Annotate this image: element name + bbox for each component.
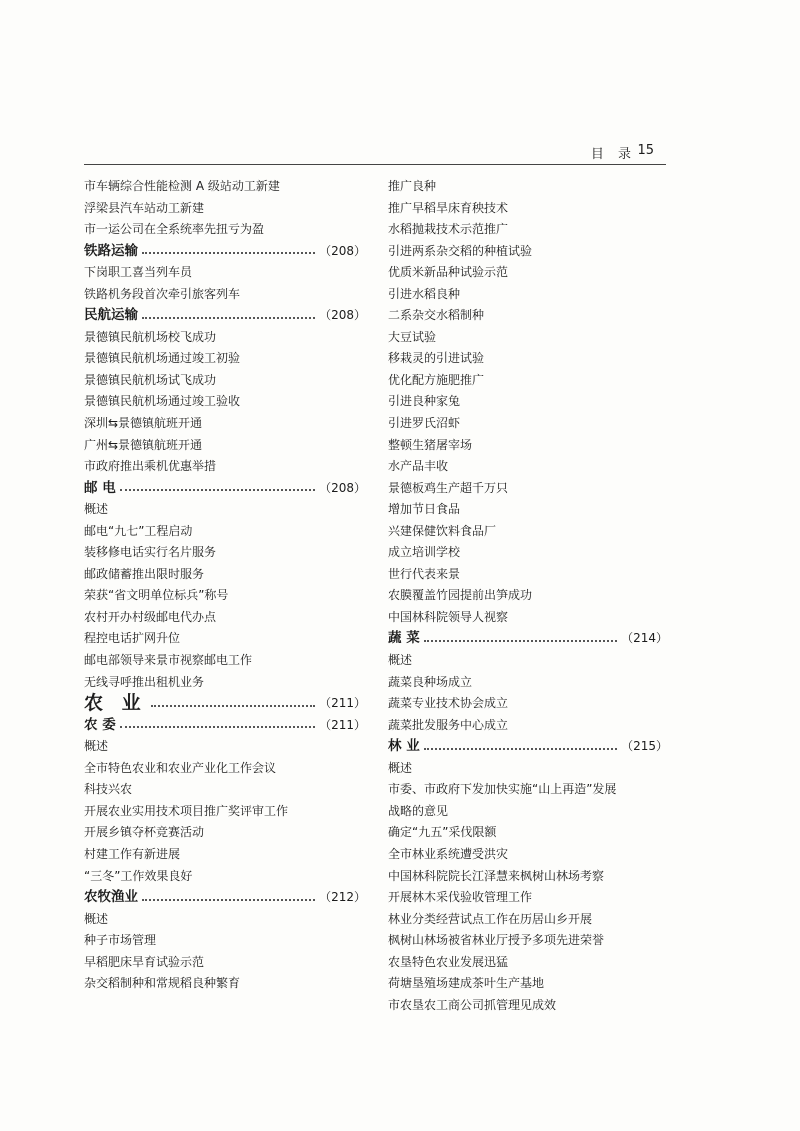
toc-entry: 概述 (388, 760, 413, 775)
toc-entry: 二系杂交水稻制种 (388, 308, 485, 323)
toc-entry: 成立培训学校 (388, 545, 461, 560)
toc-entry: 推广良种 (388, 179, 437, 193)
toc-entry: 引进良种家兔 (388, 394, 461, 409)
toc-entry: 农膜覆盖竹园提前出笋成功 (388, 588, 533, 603)
section-page-number: （212） (319, 890, 366, 905)
toc-entry: 全市特色农业和农业产业化工作会议 (84, 760, 277, 775)
toc-entry: 开展农业实用技术项目推广奖评审工作 (84, 803, 289, 818)
toc-entry: 水稻抛栽技术示范推广 (388, 222, 509, 237)
toc-entry: 中国林科院院长江泽慧来枫树山林场考察 (388, 868, 605, 883)
dot-leader (142, 252, 315, 254)
section-title: 邮 电 (84, 479, 116, 496)
toc-entry: “三冬”工作效果良好 (84, 868, 193, 883)
section-title: 蔬 菜 (388, 630, 420, 647)
header-title: 目 录 (590, 147, 636, 162)
toc-entry: 推广早稻旱床育秧技术 (388, 200, 509, 215)
toc-section-heading (84, 887, 366, 909)
toc-entry: 装移修电话实行名片服务 (84, 545, 217, 560)
toc-entry: 水产品丰收 (388, 459, 449, 474)
toc-section-heading (388, 736, 668, 758)
toc-entry: 市车辆综合性能检测 A 级站动工新建 (84, 179, 280, 193)
section-title: 林 业 (388, 738, 420, 755)
section-title: 农 委 (84, 716, 116, 733)
toc-entry: 战略的意见 (388, 803, 449, 818)
toc-entry: 景德镇民航机场试飞成功 (84, 372, 217, 387)
toc-entry: 引进水稻良种 (388, 286, 461, 301)
toc-entry: 增加节日食品 (388, 502, 461, 517)
toc-entry: 概述 (84, 911, 109, 926)
toc-entry: 市委、市政府下发加快实施“山上再造”发展 (388, 782, 617, 797)
toc-entry: 市一运公司在全系统率先扭亏为盈 (84, 222, 265, 237)
toc-entry: 引进两系杂交稻的种植试验 (388, 243, 533, 258)
toc-entry: 蔬菜批发服务中心成立 (388, 717, 509, 732)
toc-entry: 邮电部领导来景市视察邮电工作 (84, 653, 253, 668)
section-page-number: （208） (319, 243, 366, 258)
toc-entry: 早稻肥床旱育试验示范 (84, 954, 205, 969)
section-page-number: （211） (319, 696, 366, 711)
section-title: 农 业 (84, 692, 147, 715)
toc-entry: 邮政储蓄推出限时服务 (84, 566, 205, 581)
toc-entry: 农村开办村级邮电代办点 (84, 609, 217, 624)
toc-entry: 科技兴农 (84, 782, 133, 797)
toc-section-heading (84, 241, 366, 263)
section-title: 农牧渔业 (84, 889, 138, 906)
toc-entry: 概述 (84, 739, 109, 754)
toc-entry: 无线寻呼推出租机业务 (84, 674, 205, 689)
toc-column-right (388, 176, 668, 1016)
toc-entry: 广州⇆景德镇航班开通 (84, 437, 203, 452)
section-title: 民航运输 (84, 307, 138, 324)
toc-entry: 种子市场管理 (84, 933, 157, 948)
section-page-number: （215） (621, 739, 668, 754)
toc-entry: 大豆试验 (388, 329, 437, 344)
toc-entry: 蔬菜良种场成立 (388, 674, 473, 689)
dot-leader (151, 705, 315, 707)
toc-section-heading (84, 715, 366, 737)
toc-entry: 蔬菜专业技术协会成立 (388, 696, 509, 711)
toc-entry: 全市林业系统遭受洪灾 (388, 846, 509, 861)
page-header (84, 140, 666, 165)
dot-leader (142, 317, 315, 319)
toc-entry: 优质米新品种试验示范 (388, 265, 509, 280)
dot-leader (120, 726, 315, 728)
toc-entry: 开展林木采伐验收管理工作 (388, 890, 533, 905)
toc-entry: 开展乡镇夺杯竞赛活动 (84, 825, 205, 840)
toc-entry: 概述 (84, 502, 109, 517)
toc-entry: 引进罗氏沼虾 (388, 416, 461, 431)
section-page-number: （208） (319, 480, 366, 495)
toc-entry: 荣获“省文明单位标兵”称号 (84, 588, 229, 603)
toc-entry: 深圳⇆景德镇航班开通 (84, 416, 203, 431)
toc-entry: 林业分类经营试点工作在历居山乡开展 (388, 911, 593, 926)
toc-entry: 优化配方施肥推广 (388, 372, 485, 387)
toc-entry: 概述 (388, 653, 413, 668)
toc-entry: 市农垦农工商公司抓管理见成效 (388, 997, 557, 1012)
dot-leader (120, 489, 315, 491)
toc-entry: 世行代表来景 (388, 566, 461, 581)
toc-entry: 下岗职工喜当列车员 (84, 265, 193, 280)
section-page-number: （214） (621, 631, 668, 646)
toc-entry: 景德镇民航机场校飞成功 (84, 329, 217, 344)
toc-major-heading (84, 693, 366, 715)
toc-entry: 铁路机务段首次牵引旅客列车 (84, 286, 241, 301)
toc-section-heading (388, 628, 668, 650)
toc-entry: 荷塘垦殖场建成茶叶生产基地 (388, 976, 545, 991)
toc-entry: 整顿生猪屠宰场 (388, 437, 473, 452)
toc-entry: 浮梁县汽车站动工新建 (84, 200, 205, 215)
toc-entry: 确定“九五”采伐限额 (388, 825, 497, 840)
dot-leader (424, 640, 617, 642)
toc-entry: 邮电“九七”工程启动 (84, 523, 193, 538)
toc-entry: 景德镇民航机场通过竣工初验 (84, 351, 241, 366)
toc-entry: 农垦特色农业发展迅猛 (388, 954, 509, 969)
section-page-number: （211） (319, 717, 366, 732)
toc-entry: 兴建保健饮料食品厂 (388, 523, 497, 538)
toc-entry: 枫树山林场被省林业厅授予多项先进荣誉 (388, 933, 605, 948)
toc-entry: 市政府推出乘机优惠举措 (84, 459, 217, 474)
toc-entry: 程控电话扩网升位 (84, 631, 181, 646)
toc-entry: 移栽灵的引进试验 (388, 351, 485, 366)
toc-entry: 村建工作有新进展 (84, 846, 181, 861)
toc-entry: 景德镇民航机场通过竣工验收 (84, 394, 241, 409)
toc-entry: 杂交稻制种和常规稻良种繁育 (84, 976, 241, 991)
toc-entry: 中国林科院领导人视察 (388, 609, 509, 624)
toc-column-left (84, 176, 366, 995)
dot-leader (424, 748, 617, 750)
section-page-number: （208） (319, 308, 366, 323)
dot-leader (142, 899, 315, 901)
page-number: 15 (637, 143, 654, 158)
toc-section-heading (84, 478, 366, 500)
section-title: 铁路运输 (84, 242, 138, 259)
toc-section-heading (84, 305, 366, 327)
toc-entry: 景德板鸡生产超千万只 (388, 480, 509, 495)
